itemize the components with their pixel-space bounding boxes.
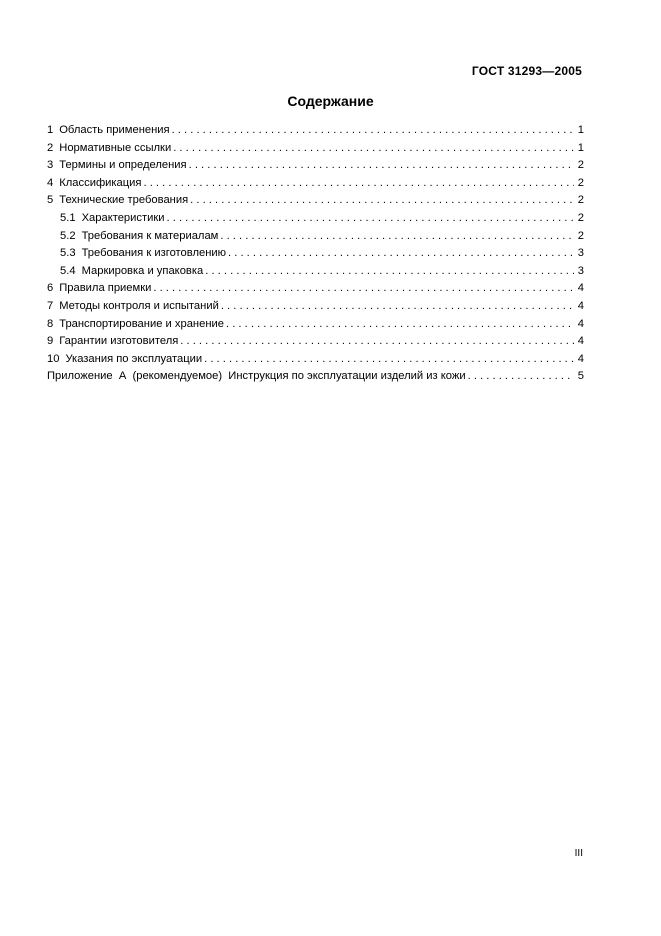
toc-entry-page: 3 (577, 247, 584, 260)
dot-leader (220, 228, 574, 246)
standard-code: ГОСТ 31293—2005 (471, 64, 582, 78)
toc-entry-number: 5.1 (60, 211, 76, 224)
dot-leader (468, 368, 574, 386)
toc-entry[interactable] (47, 157, 584, 175)
dot-leader (226, 316, 574, 334)
toc-entry-label: Гарантии изготовителя (59, 335, 179, 348)
toc-entry-number: 8 (47, 317, 54, 330)
toc-title: Содержание (287, 93, 374, 109)
toc-entry[interactable] (47, 122, 584, 140)
toc-entry-page: 1 (577, 141, 584, 154)
toc-subentry[interactable] (47, 210, 584, 228)
dot-leader (205, 263, 574, 281)
toc-entry-label: Требования к изготовлению (81, 247, 227, 260)
dot-leader (204, 351, 574, 369)
toc-entry-page: 5 (577, 370, 584, 383)
toc-entry-number: 7 (47, 299, 54, 312)
dot-leader (173, 140, 574, 158)
toc-entry-label: Приложение А (рекомендуемое) Инструкция по эксплуатации изделий из кожи (47, 370, 466, 383)
dot-leader (221, 298, 574, 316)
toc-entry-label: Технические требования (59, 194, 189, 207)
toc-entry-page: 4 (577, 282, 584, 295)
dot-leader (153, 280, 574, 298)
toc-entry-label: Правила приемки (59, 282, 152, 295)
toc-entry[interactable] (47, 351, 584, 369)
toc-entry-page: 3 (577, 264, 584, 277)
table-of-contents (47, 122, 584, 386)
dot-leader (172, 122, 574, 140)
toc-entry[interactable] (47, 175, 584, 193)
toc-entry-label: Характеристики (81, 211, 165, 224)
dot-leader (190, 192, 574, 210)
toc-entry-number: 4 (47, 176, 54, 189)
toc-entry-label: Область применения (59, 124, 170, 136)
page-number: III (574, 848, 583, 859)
toc-entry-label: Указания по эксплуатации (65, 352, 203, 365)
toc-entry-page: 1 (577, 124, 584, 136)
toc-entry-number: 5.3 (60, 247, 76, 260)
toc-entry-number: 5.4 (60, 264, 76, 277)
toc-entry-page: 4 (577, 317, 584, 330)
toc-entry-appendix[interactable] (47, 368, 584, 386)
toc-entry-label: Маркировка и упаковка (81, 264, 204, 277)
toc-entry-number: 10 (47, 352, 60, 365)
toc-entry-number: 5.2 (60, 229, 76, 242)
toc-subentry[interactable] (47, 245, 584, 263)
toc-entry-label: Нормативные ссылки (59, 141, 172, 154)
toc-entry-number: 3 (47, 159, 54, 172)
toc-entry-label: Требования к материалам (81, 229, 219, 242)
toc-entry-page: 4 (577, 299, 584, 312)
toc-entry-number: 9 (47, 335, 54, 348)
toc-entry-label: Транспортирование и хранение (59, 317, 224, 330)
toc-entry-label: Термины и определения (59, 159, 187, 172)
toc-entry[interactable] (47, 140, 584, 158)
toc-entry[interactable] (47, 192, 584, 210)
dot-leader (189, 157, 574, 175)
toc-entry-page: 4 (577, 352, 584, 365)
toc-entry-page: 2 (577, 211, 584, 224)
toc-entry-label: Классификация (59, 176, 142, 189)
toc-entry-page: 2 (577, 176, 584, 189)
toc-entry[interactable] (47, 298, 584, 316)
toc-entry[interactable] (47, 280, 584, 298)
toc-entry-page: 2 (577, 194, 584, 207)
toc-entry-page: 2 (577, 229, 584, 242)
dot-leader (228, 245, 574, 263)
toc-entry-number: 2 (47, 141, 54, 154)
toc-entry-page: 4 (577, 335, 584, 348)
toc-entry-label: Методы контроля и испытаний (59, 299, 219, 312)
toc-entry-number: 1 (47, 124, 54, 136)
toc-entry-page: 2 (577, 159, 584, 172)
toc-entry[interactable] (47, 316, 584, 334)
dot-leader (143, 175, 574, 193)
toc-subentry[interactable] (47, 228, 584, 246)
toc-entry-number: 5 (47, 194, 54, 207)
toc-entry-number: 6 (47, 282, 54, 295)
dot-leader (180, 333, 574, 351)
toc-subentry[interactable] (47, 263, 584, 281)
toc-entry[interactable] (47, 333, 584, 351)
dot-leader (167, 210, 574, 228)
